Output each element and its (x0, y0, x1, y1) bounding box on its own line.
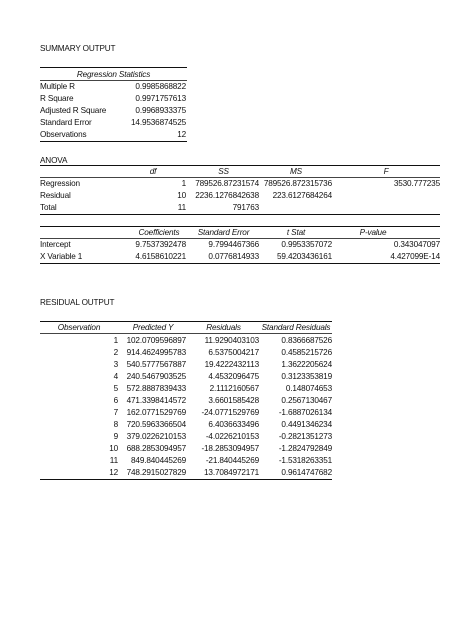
residual-standard: 0.4491346234 (281, 420, 332, 429)
anova-f: 3530.777235 (393, 179, 440, 188)
residual-standard: 0.8366687526 (281, 336, 332, 345)
regstats-value: 0.9968933375 (135, 106, 186, 115)
residual-standard: -1.2824792849 (278, 444, 332, 453)
coef-value: 4.6158610221 (135, 252, 186, 261)
anova-title: ANOVA (40, 156, 68, 165)
regstats-value: 0.9971757613 (135, 94, 186, 103)
residual-observation: 5 (113, 384, 118, 393)
regstats-header: Regression Statistics (76, 70, 151, 79)
residual-value: 19.4222432113 (204, 360, 259, 369)
residual-predicted-y: 540.5777567887 (126, 360, 186, 369)
regstats-label: Observations (40, 130, 87, 139)
anova-ss: 791763 (232, 203, 259, 212)
residual-value: 6.5375004217 (208, 348, 259, 357)
coef-bottom-rule (40, 263, 440, 264)
coef-col-coefficients: Coefficients (138, 228, 180, 237)
residual-value: -24.0771529769 (201, 408, 259, 417)
residual-col-residuals: Residuals (206, 323, 241, 332)
residual-standard: -0.2821351273 (278, 432, 332, 441)
regstats-top-rule (40, 67, 187, 68)
residual-standard: 0.148074653 (285, 384, 332, 393)
residual-standard: -1.6887026134 (278, 408, 332, 417)
residual-observation: 1 (113, 336, 118, 345)
residual-value: -21.840445269 (205, 456, 259, 465)
residual-col-standard: Standard Residuals (261, 323, 331, 332)
coef-row-label: Intercept (40, 240, 71, 249)
regstats-label: Multiple R (40, 82, 75, 91)
residual-value: 11.9290403103 (204, 336, 259, 345)
regstats-label: R Square (40, 94, 74, 103)
regstats-value: 14.9536874525 (131, 118, 186, 127)
residual-value: -4.0226210153 (205, 432, 259, 441)
anova-ss: 2236.1276842638 (195, 191, 259, 200)
residual-standard: 0.2567130467 (281, 396, 332, 405)
coef-pvalue: 4.427099E-14 (390, 252, 440, 261)
residual-predicted-y: 379.0226210153 (126, 432, 186, 441)
coef-row-label: X Variable 1 (40, 252, 83, 261)
anova-df: 1 (181, 179, 186, 188)
coef-stderr: 9.7994467366 (208, 240, 259, 249)
residual-observation: 2 (113, 348, 118, 357)
regstats-label: Adjusted R Square (40, 106, 107, 115)
residual-standard: 1.3622205624 (281, 360, 332, 369)
residual-value: -18.2853094957 (201, 444, 259, 453)
anova-row-label: Total (40, 203, 57, 212)
residual-observation: 8 (113, 420, 118, 429)
coef-tstat: 59.4203436161 (277, 252, 332, 261)
residual-title: RESIDUAL OUTPUT (40, 298, 115, 307)
anova-ms: 223.6127684264 (272, 191, 332, 200)
residual-predicted-y: 572.8887839433 (126, 384, 186, 393)
residual-value: 2.1112160567 (209, 384, 259, 393)
anova-col-df: df (149, 167, 157, 176)
residual-standard: 0.9614747682 (281, 468, 332, 477)
coef-tstat: 0.9953357072 (281, 240, 332, 249)
residual-observation: 9 (113, 432, 118, 441)
anova-col-ss: SS (218, 167, 229, 176)
residual-observation: 7 (113, 408, 118, 417)
regstats-label: Standard Error (40, 118, 92, 127)
regstats-bottom-rule (40, 141, 187, 142)
residual-observation: 3 (113, 360, 118, 369)
residual-bottom-rule (40, 479, 332, 480)
residual-observation: 10 (109, 444, 118, 453)
residual-value: 3.6601585428 (208, 396, 259, 405)
residual-predicted-y: 748.2915027829 (126, 468, 186, 477)
coef-col-tstat: t Stat (286, 228, 306, 237)
summary-title: SUMMARY OUTPUT (40, 44, 116, 53)
coef-col-pvalue: P-value (359, 228, 387, 237)
anova-col-f: F (383, 167, 389, 176)
residual-value: 4.4532096475 (208, 372, 259, 381)
regstats-value: 0.9985868822 (135, 82, 186, 91)
residual-predicted-y: 914.4624995783 (126, 348, 186, 357)
residual-predicted-y: 102.0709596897 (126, 336, 186, 345)
residual-predicted-y: 162.0771529769 (126, 408, 186, 417)
anova-col-ms: MS (290, 167, 302, 176)
residual-predicted-y: 471.3398414572 (126, 396, 186, 405)
residual-predicted-y: 720.5963366504 (126, 420, 186, 429)
anova-df: 10 (177, 191, 186, 200)
residual-predicted-y: 240.5467903525 (126, 372, 186, 381)
coef-pvalue: 0.343047097 (393, 240, 440, 249)
residual-predicted-y: 849.840445269 (131, 456, 186, 465)
regstats-value: 12 (177, 130, 186, 139)
residual-observation: 12 (109, 468, 118, 477)
residual-value: 13.7084972171 (204, 468, 259, 477)
anova-row-label: Residual (40, 191, 71, 200)
residual-value: 6.4036633496 (208, 420, 259, 429)
residual-col-observation: Observation (57, 323, 101, 332)
anova-bottom-rule (40, 214, 440, 215)
anova-df: 11 (177, 203, 186, 212)
residual-predicted-y: 688.2853094957 (126, 444, 186, 453)
residual-observation: 11 (109, 456, 118, 465)
residual-header-rule (40, 333, 332, 334)
residual-standard: -1.5318263351 (278, 456, 332, 465)
residual-observation: 6 (113, 396, 118, 405)
residual-observation: 4 (113, 372, 118, 381)
coef-col-stderr: Standard Error (197, 228, 250, 237)
anova-row-label: Regression (40, 179, 80, 188)
residual-col-predicted: Predicted Y (132, 323, 174, 332)
residual-standard: 0.3123353819 (281, 372, 332, 381)
anova-ms: 789526.872315736 (263, 179, 332, 188)
anova-ss: 789526.87231574 (195, 179, 259, 188)
coef-stderr: 0.0776814933 (208, 252, 259, 261)
coef-value: 9.7537392478 (135, 240, 186, 249)
residual-standard: 0.4585215726 (281, 348, 332, 357)
